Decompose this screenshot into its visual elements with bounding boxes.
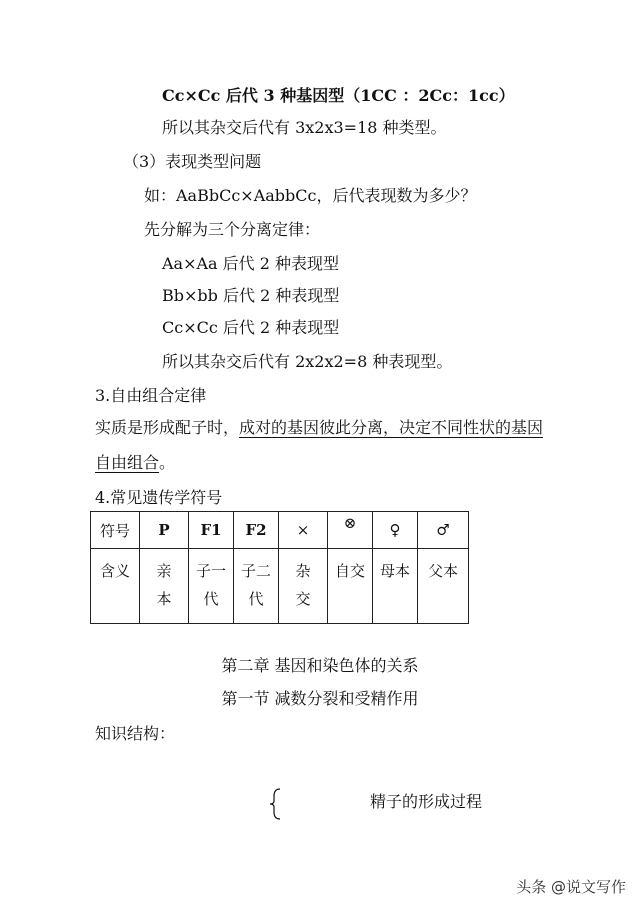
line-phenotype-total: 所以其杂交后代有 2x2x2=8 种表现型。 [162,352,453,371]
table-cell: 父本 [418,549,469,624]
line-genotype-total: 所以其杂交后代有 3x2x3=18 种类型。 [162,118,447,137]
genetic-symbols-table [90,511,469,624]
brace-icon [268,788,282,820]
chapter-title: 第二章 基因和染色体的关系 [221,656,419,675]
female-symbol-icon: ♀ [373,512,418,549]
table-cell: 杂 交 [279,549,328,624]
table-cell: 符号 [91,512,140,549]
table-cell: P [140,512,189,549]
line-decompose: 先分解为三个分离定律： [144,220,321,239]
male-symbol-icon: ♂ [418,512,469,549]
section-title: 第一节 减数分裂和受精作用 [221,689,419,708]
table-cell: 母本 [373,549,418,624]
line-cc-genotypes: Cc×Cc 后代 3 种基因型（1CC ：2Cc：1cc） [162,86,515,105]
line-question: 如：AaBbCc×AabbCc，后代表现数为多少？ [144,186,477,205]
knowledge-structure-label: 知识结构： [95,724,176,743]
line-bb-phenotype: Bb×bb 后代 2 种表现型 [162,286,340,305]
table-cell: F1 [189,512,234,549]
table-cell: 自交 [328,549,373,624]
line-aa-phenotype: Aa×Aa 后代 2 种表现型 [162,254,340,273]
line-cc-phenotype: Cc×Cc 后代 2 种表现型 [162,318,340,337]
underlined-key-phrase: 成对的基因彼此分离，决定不同性状的基因 [239,418,544,437]
heading-independent-assortment: 3.自由组合定律 [95,386,207,405]
sperm-formation-item: 精子的形成过程 [370,792,483,811]
table-cell: 含义 [91,549,140,624]
table-cell: 子二 代 [234,549,279,624]
underlined-free-combination: 自由组合 [95,453,160,472]
table-row [91,549,469,624]
selfing-symbol-icon: ⊗ [328,512,373,549]
paragraph-essence-cont: 自由组合。 [95,453,176,472]
watermark: 头条 @说文写作 [516,878,626,896]
paragraph-essence: 实质是形成配子时，成对的基因彼此分离，决定不同性状的基因 [95,418,544,437]
table-row [91,512,469,549]
subheading-phenotype: （3）表现类型问题 [123,152,262,171]
table-cell: × [279,512,328,549]
heading-genetic-symbols: 4.常见遗传学符号 [95,488,223,507]
table-cell: 亲 本 [140,549,189,624]
table-cell: F2 [234,512,279,549]
table-cell: 子一 代 [189,549,234,624]
